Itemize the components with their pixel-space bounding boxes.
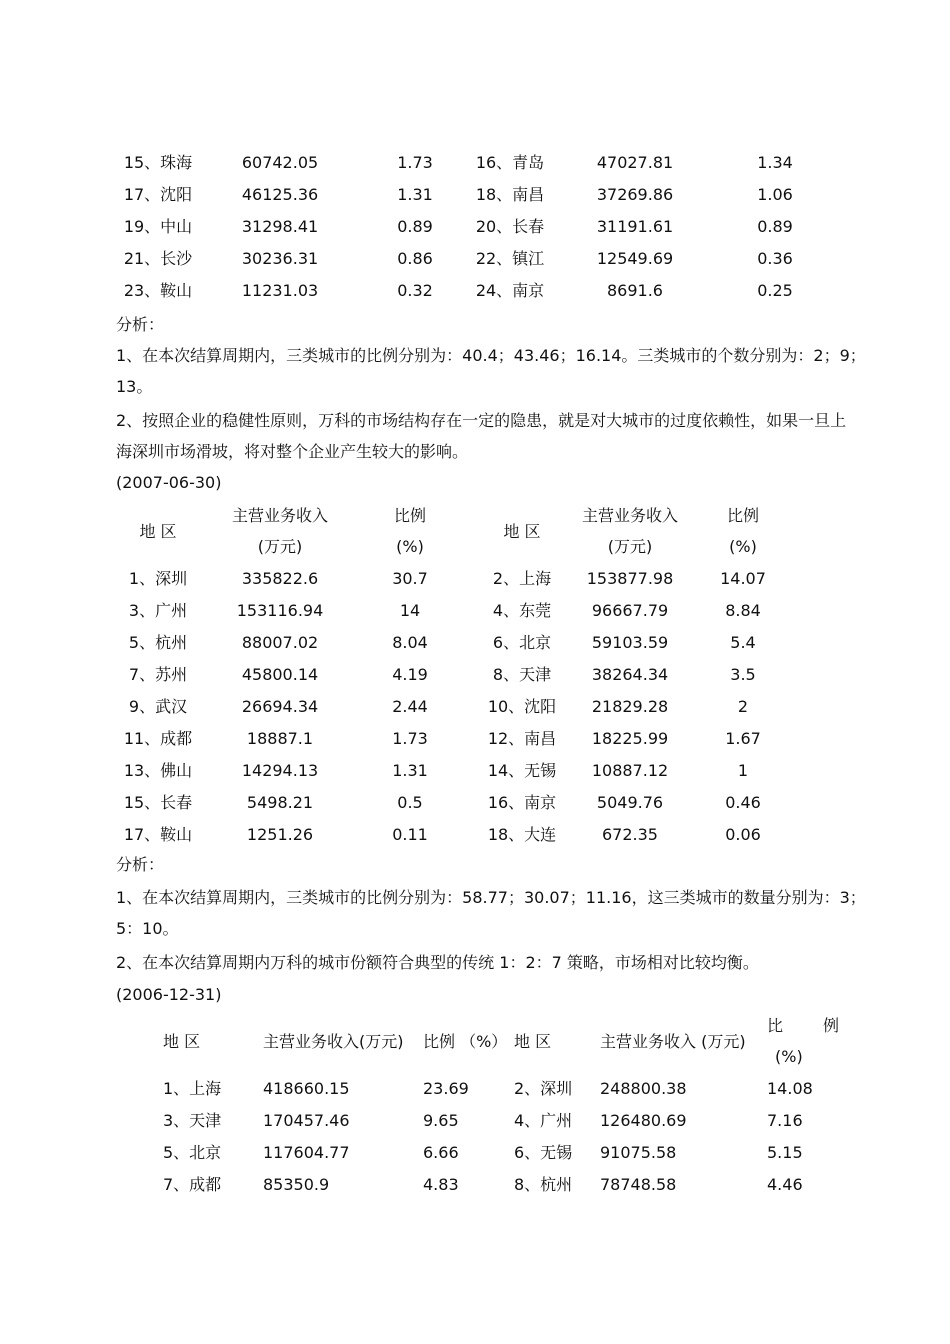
- header3-revenue-left: 主营业务收入(万元): [263, 1032, 404, 1051]
- table2-cell-revenue-right: 153877.98: [586, 569, 674, 588]
- table1-cell-ratio-right: 1.34: [757, 153, 793, 172]
- table3-cell-region-left: 3、天津: [163, 1111, 222, 1130]
- analysis-2-paragraph-1-line-1: 1、在本次结算周期内，三类城市的比例分别为：58.77；30.07；11.16，这三类城市的数量分别为：3；: [116, 888, 866, 907]
- table3-cell-ratio-right: 7.16: [767, 1111, 803, 1130]
- header3-region-right: 地 区: [514, 1032, 552, 1051]
- table2-cell-revenue-right: 672.35: [602, 825, 658, 844]
- table2-cell-region-left: 3、广州: [128, 601, 188, 620]
- table3-cell-revenue-right: 78748.58: [600, 1175, 677, 1194]
- table2-cell-revenue-left: 88007.02: [241, 633, 319, 652]
- header3-ratio-right-b: 例: [823, 1016, 840, 1035]
- table2-cell-region-right: 16、南京: [487, 793, 557, 812]
- table1-cell-region-left: 23、鞍山: [123, 281, 193, 300]
- table3-cell-revenue-right: 91075.58: [600, 1143, 677, 1162]
- header-revenue-unit-right: (万元): [607, 537, 653, 556]
- header3-revenue-right: 主营业务收入 (万元): [600, 1032, 746, 1051]
- table2-cell-ratio-right: 1: [737, 761, 749, 780]
- table2-cell-ratio-left: 0.11: [392, 825, 428, 844]
- header-ratio-unit-right: (%): [729, 537, 757, 556]
- table2-cell-ratio-right: 3.5: [730, 665, 756, 684]
- table3-cell-region-left: 5、北京: [163, 1143, 222, 1162]
- table1-cell-ratio-right: 1.06: [757, 185, 793, 204]
- analysis-2-heading: 分析：: [116, 855, 165, 874]
- table3-cell-ratio-left: 4.83: [423, 1175, 459, 1194]
- table2-cell-region-left: 15、长春: [123, 793, 193, 812]
- header3-ratio-right-a: 比: [767, 1016, 784, 1035]
- table1-cell-region-right: 18、南昌: [475, 185, 545, 204]
- header-region-right: 地 区: [503, 522, 541, 541]
- table1-cell-ratio-left: 0.89: [397, 217, 433, 236]
- table1-cell-region-right: 16、青岛: [475, 153, 545, 172]
- table2-cell-ratio-right: 5.4: [730, 633, 756, 652]
- table2-cell-region-right: 2、上海: [492, 569, 552, 588]
- table2-cell-revenue-right: 21829.28: [591, 697, 669, 716]
- table1-cell-ratio-left: 0.32: [397, 281, 433, 300]
- table1-cell-ratio-right: 0.36: [757, 249, 793, 268]
- table1-cell-region-left: 15、珠海: [123, 153, 193, 172]
- table3-cell-ratio-right: 4.46: [767, 1175, 803, 1194]
- table2-cell-revenue-left: 45800.14: [241, 665, 319, 684]
- table2-cell-ratio-left: 1.31: [392, 761, 428, 780]
- table2-cell-region-left: 17、鞍山: [123, 825, 193, 844]
- table2-cell-revenue-left: 1251.26: [246, 825, 314, 844]
- analysis-paragraph-2-line-1: 2、按照企业的稳健性原则，万科的市场结构存在一定的隐患，就是对大城市的过度依赖性，如果一旦上: [116, 411, 847, 430]
- table2-cell-ratio-left: 4.19: [392, 665, 428, 684]
- table2-cell-ratio-right: 8.84: [725, 601, 761, 620]
- table1-cell-ratio-right: 0.25: [757, 281, 793, 300]
- analysis-paragraph-1-line-1: 1、在本次结算周期内，三类城市的比例分别为：40.4；43.46；16.14。三类城市的个数分别为：2；9；: [116, 346, 866, 365]
- table3-cell-revenue-right: 248800.38: [600, 1079, 687, 1098]
- table2-cell-region-left: 5、杭州: [128, 633, 188, 652]
- table1-cell-region-left: 21、长沙: [123, 249, 193, 268]
- table2-cell-revenue-right: 5049.76: [596, 793, 664, 812]
- table1-cell-revenue-right: 12549.69: [596, 249, 674, 268]
- table2-cell-ratio-left: 1.73: [392, 729, 428, 748]
- table2-cell-region-left: 11、成都: [123, 729, 193, 748]
- table2-cell-region-right: 14、无锡: [487, 761, 557, 780]
- table1-cell-revenue-right: 8691.6: [607, 281, 663, 300]
- table2-cell-ratio-right: 2: [737, 697, 749, 716]
- table2-cell-revenue-left: 153116.94: [236, 601, 324, 620]
- table1-cell-revenue-left: 46125.36: [241, 185, 319, 204]
- table1-cell-ratio-left: 0.86: [397, 249, 433, 268]
- table3-cell-region-right: 6、无锡: [514, 1143, 573, 1162]
- header-region-left: 地 区: [139, 522, 177, 541]
- table3-cell-region-right: 4、广州: [514, 1111, 573, 1130]
- header-ratio-left: 比例: [393, 506, 426, 525]
- table2-cell-region-right: 8、天津: [492, 665, 552, 684]
- table2-cell-region-right: 4、东莞: [492, 601, 552, 620]
- table1-cell-revenue-left: 11231.03: [241, 281, 319, 300]
- table3-cell-region-left: 7、成都: [163, 1175, 222, 1194]
- table3-cell-ratio-left: 9.65: [423, 1111, 459, 1130]
- table2-cell-revenue-left: 335822.6: [241, 569, 319, 588]
- table1-cell-ratio-right: 0.89: [757, 217, 793, 236]
- table2-cell-revenue-left: 5498.21: [246, 793, 314, 812]
- table2-cell-revenue-right: 10887.12: [591, 761, 669, 780]
- table1-cell-region-left: 17、沈阳: [123, 185, 193, 204]
- table1-cell-region-right: 20、长春: [475, 217, 545, 236]
- table2-cell-ratio-left: 14: [399, 601, 421, 620]
- header-revenue-right: 主营业务收入: [581, 506, 678, 525]
- table2-cell-revenue-right: 96667.79: [591, 601, 669, 620]
- table2-cell-ratio-right: 0.06: [725, 825, 761, 844]
- period-date-2007: (2007-06-30): [116, 473, 222, 492]
- table2-cell-region-left: 9、武汉: [128, 697, 188, 716]
- table1-cell-revenue-left: 30236.31: [241, 249, 319, 268]
- table3-cell-ratio-right: 14.08: [767, 1079, 813, 1098]
- table3-cell-ratio-left: 6.66: [423, 1143, 459, 1162]
- table1-cell-revenue-right: 31191.61: [596, 217, 674, 236]
- table3-cell-revenue-left: 117604.77: [263, 1143, 350, 1162]
- table2-cell-revenue-right: 38264.34: [591, 665, 669, 684]
- analysis-2-paragraph-1-line-2: 5：10。: [116, 919, 179, 938]
- table3-cell-revenue-left: 418660.15: [263, 1079, 350, 1098]
- table2-cell-region-left: 13、佛山: [123, 761, 193, 780]
- table2-cell-region-right: 6、北京: [492, 633, 552, 652]
- analysis-paragraph-1-line-2: 13。: [116, 377, 153, 396]
- table1-cell-revenue-left: 31298.41: [241, 217, 319, 236]
- header3-region-left: 地 区: [163, 1032, 201, 1051]
- analysis-paragraph-2-line-2: 海深圳市场滑坡，将对整个企业产生较大的影响。: [116, 442, 469, 461]
- table1-cell-revenue-right: 47027.81: [596, 153, 674, 172]
- header-revenue-unit-left: (万元): [257, 537, 303, 556]
- table3-cell-region-left: 1、上海: [163, 1079, 222, 1098]
- header3-ratio-right-unit: (%): [775, 1047, 803, 1066]
- table3-cell-ratio-right: 5.15: [767, 1143, 803, 1162]
- table3-cell-region-right: 8、杭州: [514, 1175, 573, 1194]
- table2-cell-ratio-right: 14.07: [720, 569, 766, 588]
- table2-cell-ratio-right: 1.67: [725, 729, 761, 748]
- header-ratio-unit-left: (%): [396, 537, 424, 556]
- table1-cell-ratio-left: 1.31: [397, 185, 433, 204]
- table2-cell-revenue-right: 59103.59: [591, 633, 669, 652]
- table1-cell-region-left: 19、中山: [123, 217, 193, 236]
- header-revenue-left: 主营业务收入: [231, 506, 328, 525]
- table3-cell-region-right: 2、深圳: [514, 1079, 573, 1098]
- header3-ratio-left: 比例 （%）: [423, 1032, 508, 1051]
- period-date-2006: (2006-12-31): [116, 985, 222, 1004]
- table1-cell-revenue-right: 37269.86: [596, 185, 674, 204]
- table2-cell-ratio-left: 30.7: [392, 569, 428, 588]
- table1-cell-region-right: 22、镇江: [475, 249, 545, 268]
- table3-cell-revenue-right: 126480.69: [600, 1111, 687, 1130]
- table2-cell-ratio-right: 0.46: [725, 793, 761, 812]
- table3-cell-ratio-left: 23.69: [423, 1079, 469, 1098]
- table2-cell-region-left: 1、深圳: [128, 569, 188, 588]
- table2-cell-ratio-left: 2.44: [392, 697, 428, 716]
- table2-cell-revenue-left: 14294.13: [241, 761, 319, 780]
- analysis-2-paragraph-2: 2、在本次结算周期内万科的城市份额符合典型的传统 1：2：7 策略，市场相对比较均衡。: [116, 953, 759, 972]
- table1-cell-ratio-left: 1.73: [397, 153, 433, 172]
- table2-cell-region-right: 18、大连: [487, 825, 557, 844]
- table2-cell-revenue-left: 18887.1: [246, 729, 314, 748]
- table2-cell-region-right: 10、沈阳: [487, 697, 557, 716]
- table2-cell-region-left: 7、苏州: [128, 665, 188, 684]
- analysis-heading: 分析：: [116, 315, 165, 334]
- header-ratio-right: 比例: [726, 506, 759, 525]
- table2-cell-revenue-right: 18225.99: [591, 729, 669, 748]
- table3-cell-revenue-left: 170457.46: [263, 1111, 350, 1130]
- table3-cell-revenue-left: 85350.9: [263, 1175, 330, 1194]
- table2-cell-revenue-left: 26694.34: [241, 697, 319, 716]
- table1-cell-region-right: 24、南京: [475, 281, 545, 300]
- table1-cell-revenue-left: 60742.05: [241, 153, 319, 172]
- table2-cell-region-right: 12、南昌: [487, 729, 557, 748]
- table2-cell-ratio-left: 8.04: [392, 633, 428, 652]
- table2-cell-ratio-left: 0.5: [397, 793, 423, 812]
